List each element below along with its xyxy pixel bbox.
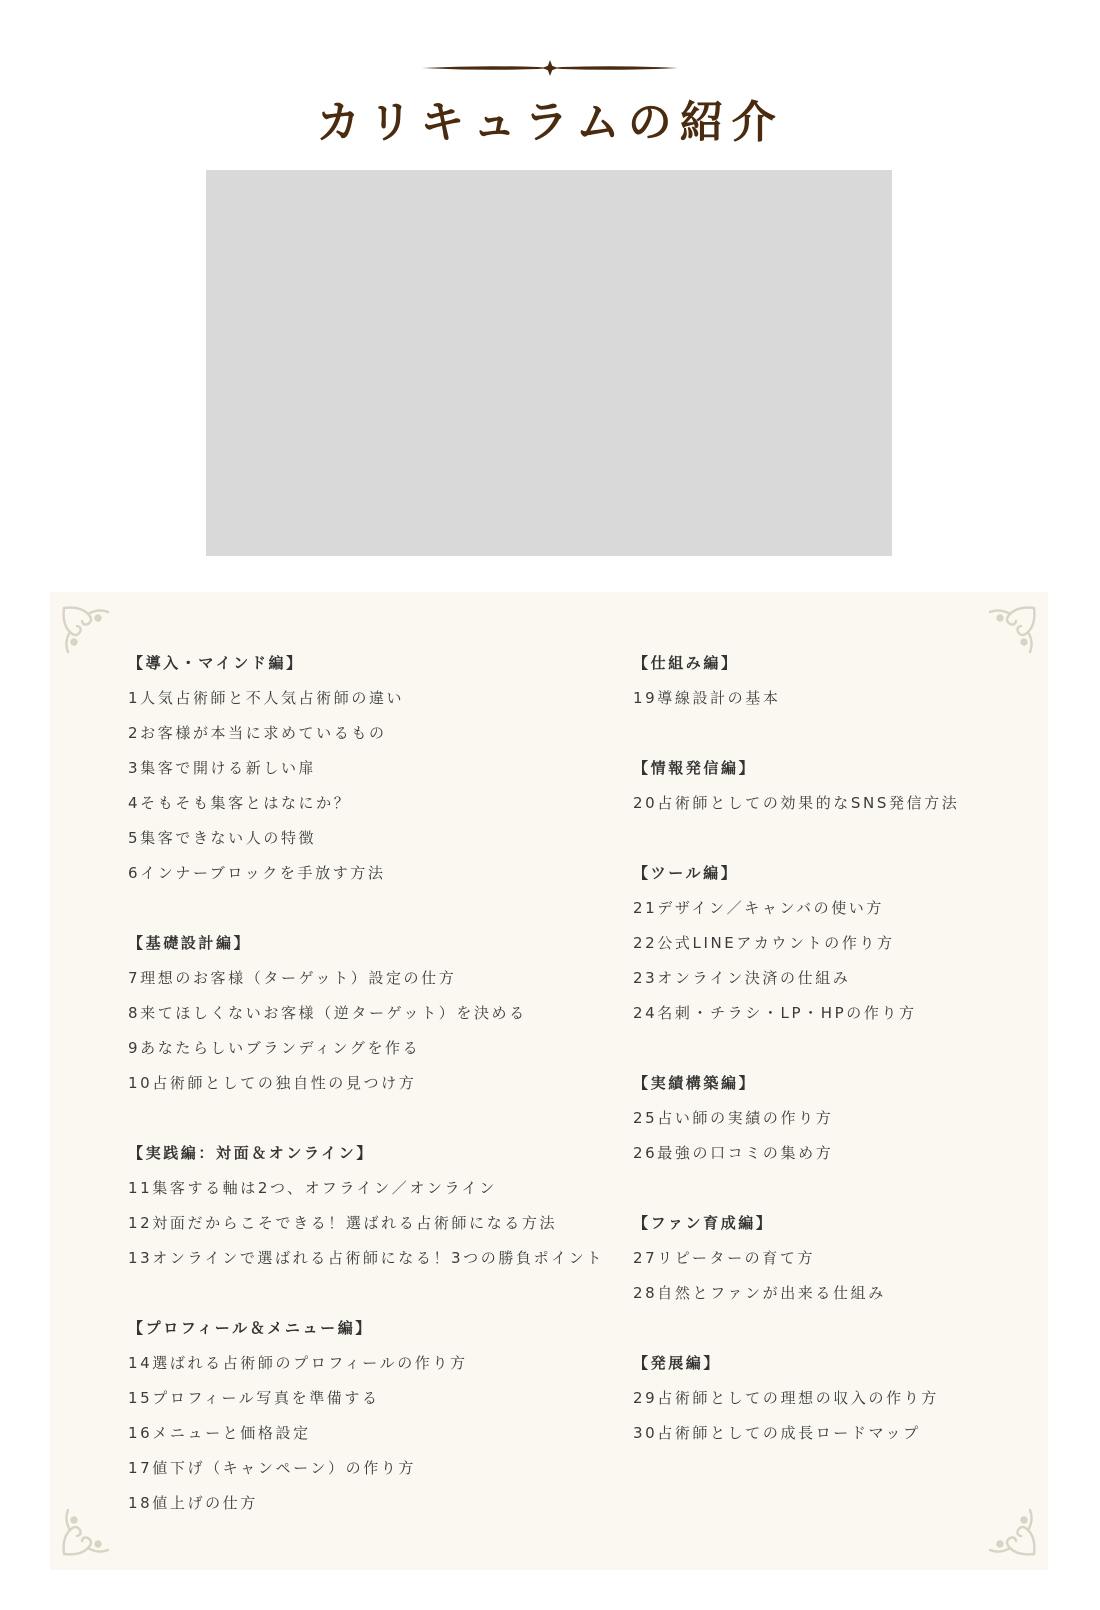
curriculum-image-placeholder [206,170,892,556]
curriculum-panel [50,592,1048,1570]
curriculum-lesson-item: 6インナーブロックを手放す方法 [128,864,386,882]
curriculum-lesson-item: 29占術師としての理想の収入の作り方 [633,1389,939,1407]
title-divider-ornament [420,58,680,78]
curriculum-spacer [633,821,1013,856]
curriculum-lesson-item: 14選ばれる占術師のプロフィールの作り方 [128,1354,468,1372]
curriculum-lesson-item: 27リピーターの育て方 [633,1249,816,1267]
corner-flourish-icon [984,1504,1040,1560]
curriculum-lesson-item: 9あなたらしいブランディングを作る [128,1039,421,1057]
section-title: カリキュラムの紹介 [316,97,784,148]
curriculum-chapter-heading: 【実績構築編】 [633,1074,757,1092]
curriculum-lesson-item: 20占術師としての効果的なSNS発信方法 [633,794,960,812]
curriculum-chapter-heading: 【実践編：対面＆オンライン】 [128,1144,374,1162]
curriculum-lesson-item: 3集客で開ける新しい扉 [128,759,317,777]
curriculum-spacer [128,1101,588,1136]
curriculum-lesson-item: 26最強の口コミの集め方 [633,1144,834,1162]
curriculum-lesson-item: 12対面だからこそできる！選ばれる占術師になる方法 [128,1214,558,1232]
curriculum-chapter-heading: 【ツール編】 [633,864,739,882]
curriculum-left-column [128,646,604,1521]
curriculum-spacer [633,1031,1013,1066]
corner-flourish-icon [58,1504,114,1560]
curriculum-chapter-heading: 【プロフィール＆メニュー編】 [128,1319,373,1337]
curriculum-lesson-item: 18値上げの仕方 [128,1494,258,1512]
curriculum-chapter-heading: 【発展編】 [633,1354,722,1372]
curriculum-lesson-item: 7理想のお客様（ターゲット）設定の仕方 [128,969,457,987]
curriculum-lesson-item: 17値下げ（キャンペーン）の作り方 [128,1459,416,1477]
curriculum-lesson-item: 22公式LINEアカウントの作り方 [633,934,895,952]
curriculum-lesson-item: 24名刺・チラシ・LP・HPの作り方 [633,1004,917,1022]
curriculum-lesson-item: 21デザイン／キャンバの使い方 [633,899,884,917]
curriculum-lesson-item: 23オンライン決済の仕組み [633,969,851,987]
curriculum-chapter-heading: 【導入・マインド編】 [128,654,304,672]
curriculum-spacer [633,716,1013,751]
curriculum-chapter-heading: 【仕組み編】 [633,654,739,672]
curriculum-lesson-item: 15プロフィール写真を準備する [128,1389,380,1407]
curriculum-spacer [633,1171,1013,1206]
curriculum-lesson-item: 5集客できない人の特徴 [128,829,317,847]
curriculum-right-column [633,646,1013,1451]
curriculum-lesson-item: 4そもそも集客とはなにか？ [128,794,352,812]
curriculum-chapter-heading: 【情報発信編】 [633,759,757,777]
curriculum-lesson-item: 10占術師としての独自性の見つけ方 [128,1074,417,1092]
curriculum-lesson-item: 2お客様が本当に求めているもの [128,724,387,742]
curriculum-spacer [633,1311,1013,1346]
curriculum-lesson-item: 25占い師の実績の作り方 [633,1109,834,1127]
curriculum-lesson-item: 11集客する軸は2つ、オフライン／オンライン [128,1179,497,1197]
curriculum-spacer [128,891,588,926]
curriculum-lesson-item: 19導線設計の基本 [633,689,781,707]
curriculum-chapter-heading: 【基礎設計編】 [128,934,252,952]
curriculum-spacer [128,1276,588,1311]
curriculum-chapter-heading: 【ファン育成編】 [633,1214,774,1232]
curriculum-lesson-item: 16メニューと価格設定 [128,1424,311,1442]
curriculum-lesson-item: 1人気占術師と不人気占術師の違い [128,689,405,707]
curriculum-lesson-item: 30占術師としての成長ロードマップ [633,1424,921,1442]
curriculum-lesson-item: 13オンラインで選ばれる占術師になる！3つの勝負ポイント [128,1249,604,1267]
curriculum-lesson-item: 8来てほしくないお客様（逆ターゲット）を決める [128,1004,527,1022]
corner-flourish-icon [58,602,114,658]
curriculum-lesson-item: 28自然とファンが出来る仕組み [633,1284,886,1302]
